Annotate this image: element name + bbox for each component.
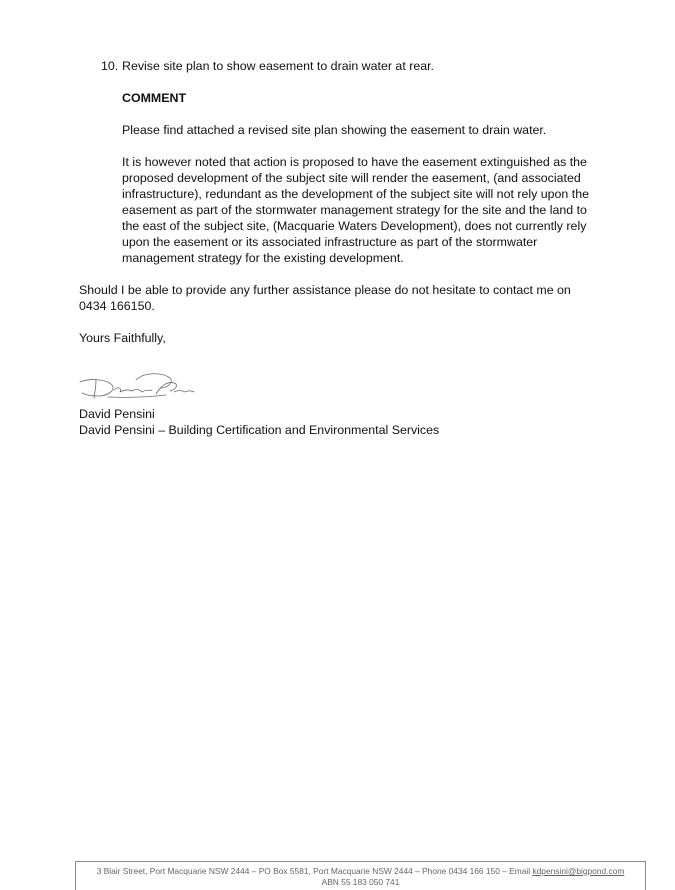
list-item-10 [101,58,434,74]
signatory-name: David Pensini [79,407,155,421]
comment-heading: COMMENT [122,91,187,105]
footer-address: 3 Blair Street, Port Macquarie NSW 2444 – PO Box 5581, Port Macquarie NSW 2444 – Phone 0434 166 150 – Email [96,866,533,876]
footer-address-line [76,866,645,877]
page-footer [75,861,646,890]
paragraph-contact: Should I be able to provide any further assistance please do not hesitate to contact me on 0434 166150. [79,283,571,313]
signatory-company: David Pensini – Building Certification and Environmental Services [79,423,440,437]
footer-email-link[interactable]: kdpensini@bigpond.com [532,866,625,876]
paragraph-easement-note: It is however noted that action is proposed to have the easement extinguished as the proposed development of the subject site will render the easement, (and associated infrastructure), redundant as the development of the subject site will not rely upon the easement as part of the stormwater management strategy for the site and the land to the east of the subject site, (Macquarie Waters Development), does not currently rely upon the easement or its associated infrastructure as part of the stormwater management strategy for the existing development. [122,155,589,265]
footer-abn: ABN 55 183 050 741 [321,877,400,887]
handwritten-signature [78,368,196,402]
list-item-text: Revise site plan to show easement to drain water at rear. [122,59,434,73]
paragraph-revised-plan: Please find attached a revised site plan showing the easement to drain water. [122,123,547,137]
closing-salutation: Yours Faithfully, [79,331,166,345]
list-item-number: 10. [101,59,119,73]
